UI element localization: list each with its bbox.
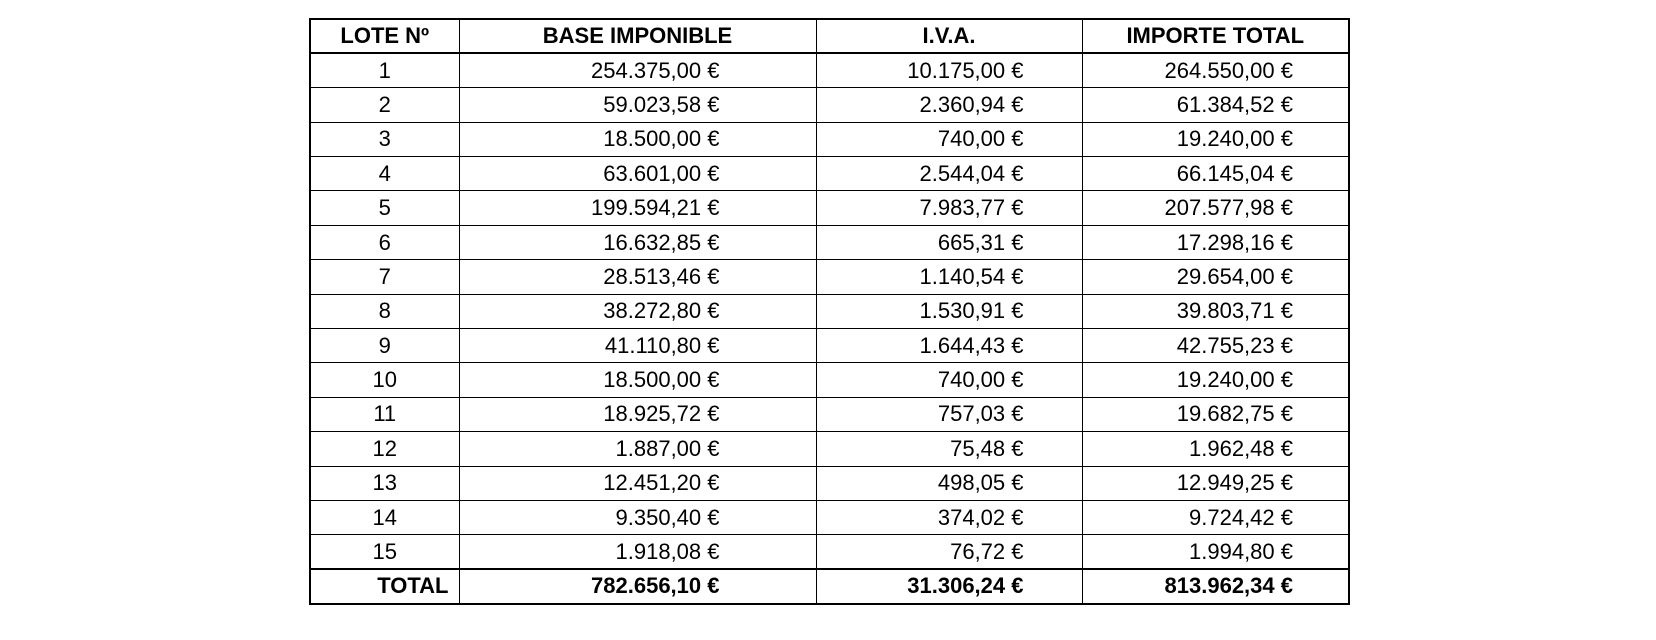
header-importe-total: IMPORTE TOTAL xyxy=(1082,19,1349,53)
cell-base-imponible: 254.375,00 € xyxy=(459,53,816,87)
table-row xyxy=(310,88,1349,122)
totals-iva: 31.306,24 € xyxy=(816,569,1082,603)
lots-table xyxy=(309,18,1350,605)
totals-row xyxy=(310,569,1349,603)
cell-iva: 740,00 € xyxy=(816,122,1082,156)
cell-iva: 665,31 € xyxy=(816,225,1082,259)
cell-base-imponible: 9.350,40 € xyxy=(459,500,816,534)
totals-importe-total: 813.962,34 € xyxy=(1082,569,1349,603)
table-row xyxy=(310,329,1349,363)
cell-lote: 15 xyxy=(310,535,459,569)
cell-iva: 1.140,54 € xyxy=(816,260,1082,294)
cell-base-imponible: 16.632,85 € xyxy=(459,225,816,259)
cell-importe-total: 207.577,98 € xyxy=(1082,191,1349,225)
cell-lote: 4 xyxy=(310,157,459,191)
table-body xyxy=(310,53,1349,569)
table-row xyxy=(310,363,1349,397)
cell-iva: 757,03 € xyxy=(816,397,1082,431)
cell-importe-total: 19.240,00 € xyxy=(1082,363,1349,397)
cell-lote: 5 xyxy=(310,191,459,225)
cell-iva: 76,72 € xyxy=(816,535,1082,569)
cell-lote: 14 xyxy=(310,500,459,534)
cell-iva: 1.644,43 € xyxy=(816,329,1082,363)
cell-importe-total: 42.755,23 € xyxy=(1082,329,1349,363)
cell-iva: 498,05 € xyxy=(816,466,1082,500)
header-base-imponible: BASE IMPONIBLE xyxy=(459,19,816,53)
cell-lote: 3 xyxy=(310,122,459,156)
cell-lote: 11 xyxy=(310,397,459,431)
cell-importe-total: 19.682,75 € xyxy=(1082,397,1349,431)
table-row xyxy=(310,191,1349,225)
header-row xyxy=(310,19,1349,53)
cell-iva: 1.530,91 € xyxy=(816,294,1082,328)
cell-importe-total: 61.384,52 € xyxy=(1082,88,1349,122)
cell-lote: 7 xyxy=(310,260,459,294)
cell-importe-total: 1.994,80 € xyxy=(1082,535,1349,569)
cell-importe-total: 264.550,00 € xyxy=(1082,53,1349,87)
cell-lote: 8 xyxy=(310,294,459,328)
cell-base-imponible: 1.918,08 € xyxy=(459,535,816,569)
table-row xyxy=(310,53,1349,87)
cell-base-imponible: 1.887,00 € xyxy=(459,432,816,466)
table-row xyxy=(310,260,1349,294)
cell-base-imponible: 41.110,80 € xyxy=(459,329,816,363)
cell-iva: 10.175,00 € xyxy=(816,53,1082,87)
cell-base-imponible: 63.601,00 € xyxy=(459,157,816,191)
cell-base-imponible: 28.513,46 € xyxy=(459,260,816,294)
table-row xyxy=(310,397,1349,431)
cell-base-imponible: 18.925,72 € xyxy=(459,397,816,431)
cell-lote: 9 xyxy=(310,329,459,363)
cell-iva: 2.544,04 € xyxy=(816,157,1082,191)
cell-base-imponible: 38.272,80 € xyxy=(459,294,816,328)
cell-base-imponible: 18.500,00 € xyxy=(459,122,816,156)
header-lote: LOTE Nº xyxy=(310,19,459,53)
cell-lote: 1 xyxy=(310,53,459,87)
cell-importe-total: 9.724,42 € xyxy=(1082,500,1349,534)
cell-base-imponible: 59.023,58 € xyxy=(459,88,816,122)
header-iva: I.V.A. xyxy=(816,19,1082,53)
cell-lote: 12 xyxy=(310,432,459,466)
cell-iva: 75,48 € xyxy=(816,432,1082,466)
totals-base-imponible: 782.656,10 € xyxy=(459,569,816,603)
cell-base-imponible: 12.451,20 € xyxy=(459,466,816,500)
table-row xyxy=(310,225,1349,259)
cell-iva: 7.983,77 € xyxy=(816,191,1082,225)
cell-base-imponible: 18.500,00 € xyxy=(459,363,816,397)
table-row xyxy=(310,535,1349,569)
cell-importe-total: 1.962,48 € xyxy=(1082,432,1349,466)
table-row xyxy=(310,157,1349,191)
cell-lote: 6 xyxy=(310,225,459,259)
cell-importe-total: 39.803,71 € xyxy=(1082,294,1349,328)
cell-importe-total: 19.240,00 € xyxy=(1082,122,1349,156)
cell-iva: 2.360,94 € xyxy=(816,88,1082,122)
cell-lote: 10 xyxy=(310,363,459,397)
table-row xyxy=(310,466,1349,500)
cell-importe-total: 66.145,04 € xyxy=(1082,157,1349,191)
table-row xyxy=(310,122,1349,156)
table-row xyxy=(310,500,1349,534)
cell-importe-total: 17.298,16 € xyxy=(1082,225,1349,259)
cell-importe-total: 29.654,00 € xyxy=(1082,260,1349,294)
cell-iva: 374,02 € xyxy=(816,500,1082,534)
cell-lote: 13 xyxy=(310,466,459,500)
cell-base-imponible: 199.594,21 € xyxy=(459,191,816,225)
table-row xyxy=(310,432,1349,466)
cell-lote: 2 xyxy=(310,88,459,122)
totals-label: TOTAL xyxy=(310,569,459,603)
cell-iva: 740,00 € xyxy=(816,363,1082,397)
table-row xyxy=(310,294,1349,328)
cell-importe-total: 12.949,25 € xyxy=(1082,466,1349,500)
